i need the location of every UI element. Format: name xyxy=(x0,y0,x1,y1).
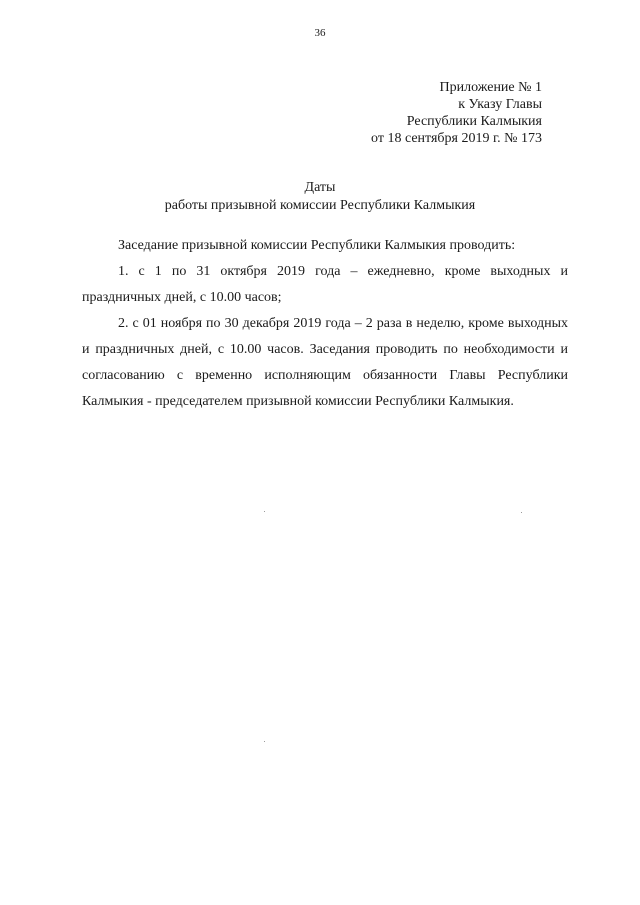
document-heading xyxy=(0,179,640,215)
heading-line-2: работы призывной комиссии Республики Калмыкия xyxy=(164,198,476,213)
body-item-2: 2. с 01 ноября по 30 декабря 2019 года – 2 раза в неделю, кроме выходных и праздничных дней, с 10.00 часов. Заседания проводить по необходимости и согласованию с временно исполняющим обязанности Главы Республики Калмыкия - председателем призывной комиссии Республики Калмыкия. xyxy=(82,316,568,409)
body-intro: Заседание призывной комиссии Республики Калмыкия проводить: xyxy=(118,238,516,253)
scan-speck xyxy=(264,741,265,742)
scan-speck xyxy=(521,512,522,513)
appendix-line-2: к Указу Главы xyxy=(458,97,542,112)
document-body xyxy=(82,233,568,415)
appendix-line-4: от 18 сентября 2019 г. № 173 xyxy=(371,131,542,146)
appendix-line-3: Республики Калмыкия xyxy=(406,114,542,129)
body-item-1: 1. с 1 по 31 октября 2019 года – ежедневно, кроме выходных и праздничных дней, с 10.00 часов; xyxy=(82,264,568,305)
page-number: 36 xyxy=(314,27,326,39)
scan-speck xyxy=(264,511,265,512)
heading-line-1: Даты xyxy=(304,180,336,195)
appendix-block xyxy=(330,79,542,147)
appendix-line-1: Приложение № 1 xyxy=(439,80,542,95)
